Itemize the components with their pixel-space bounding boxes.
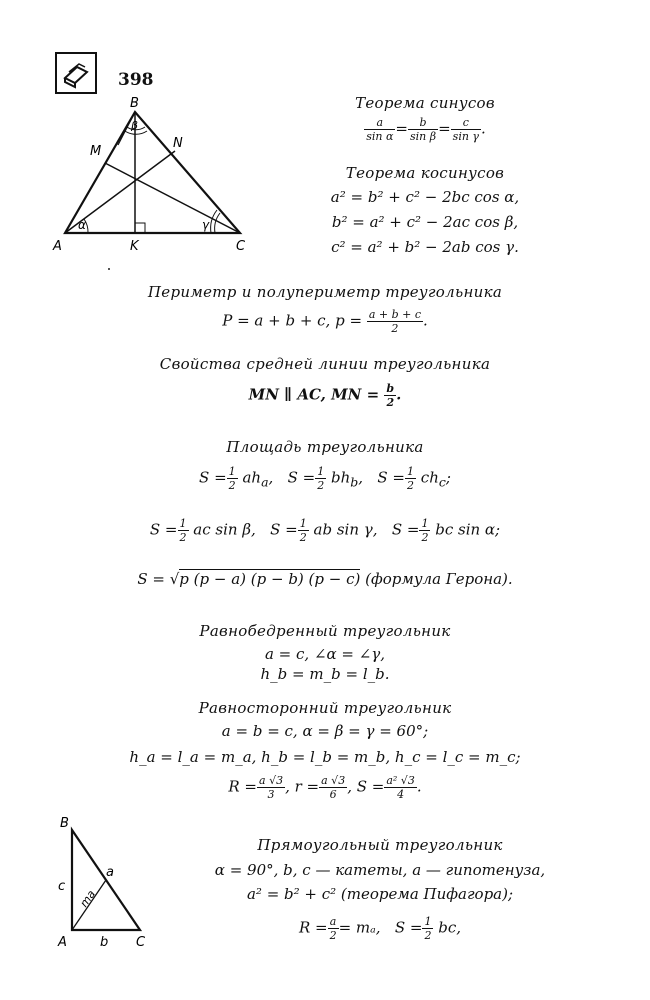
fig2-label-B: B [60, 816, 69, 831]
cosine-rule-line-1: a² = b² + c² − 2bc cos α, [330, 188, 520, 206]
right-heading: Прямоугольный треугольник [257, 836, 503, 854]
isosceles-line-2: h_b = m_b = l_b. [260, 665, 390, 683]
area-row-2: S = $\frac{1}{2}$ ac sin β, S = $\frac{1}{2}$ ab sin γ, S = $\frac{1}{2}$ bc sin α; [149, 517, 501, 544]
right-formula: R = $\frac{a}{2}$ = mₐ, S = $\frac{1}{2}$ bc, [298, 915, 462, 942]
fig2-label-C: C [136, 935, 146, 950]
label-beta: β [131, 119, 139, 132]
right-line-1: α = 90°, b, c — катеты, a — гипотенуза, [214, 861, 546, 879]
midline-heading: Свойства средней линии треугольника [159, 355, 491, 373]
triangle-figure [50, 95, 260, 265]
perimeter-heading: Периметр и полупериметр треугольника [147, 283, 503, 301]
area-heading: Площадь треугольника [226, 438, 424, 456]
label-alpha: α [78, 218, 86, 232]
problem-number: 398 [118, 70, 154, 90]
fig2-label-ma: ma [77, 887, 99, 910]
label-N: N [173, 136, 183, 151]
isosceles-heading: Равнобедренный треугольник [199, 622, 451, 640]
perimeter-formula: P = a + b + c, p = $\frac{a + b + c}{2}$ . [222, 308, 428, 335]
equilateral-heading: Равносторонний треугольник [198, 699, 452, 717]
notebook-icon [55, 52, 97, 94]
cosine-rule-line-2: b² = a² + c² − 2ac cos β, [331, 213, 519, 231]
label-C: C [236, 239, 246, 254]
area-row-1: S = $\frac{1}{2}$ $ah_a$, S = $\frac{1}{2}$ $bh_b$, S = $\frac{1}{2}$ $ch_c$; [199, 465, 451, 492]
sine-rule-heading: Теорема синусов [355, 94, 495, 112]
cosine-rule-line-3: c² = a² + b² − 2ab cos γ. [331, 238, 519, 256]
fig2-label-A: A [58, 935, 67, 950]
label-B: B [130, 96, 139, 111]
sine-rule-formula: $\frac{a}{\text{sin α}}$ = $\frac{b}{\text{sin β}}$ = $\frac{c}{\text{sin γ}}$ . [366, 116, 486, 143]
label-gamma: γ [202, 218, 210, 232]
equilateral-radii: R = $\frac{a √3}{3}$ , r = $\frac{a √3}{6}$ , S = $\frac{\text{a² √3}}{4}$ . [228, 774, 422, 801]
label-M: M [90, 144, 102, 159]
dot-marker [108, 268, 110, 270]
midline-formula: MN ∥ AC, MN = $\frac{b}{2}$ . [248, 382, 402, 409]
isosceles-line-1: a = c, ∠α = ∠γ, [264, 645, 386, 663]
fig2-label-b: b [100, 935, 109, 950]
heron-formula: S = √p (p − a) (p − b) (p − c) (формула Герона). [137, 570, 513, 588]
fig2-label-a: a [106, 865, 114, 880]
cosine-rule-heading: Теорема косинусов [345, 164, 505, 182]
label-K: K [130, 239, 139, 254]
right-line-2: a² = b² + c² (теорема Пифагора); [246, 885, 514, 903]
equilateral-line-1: a = b = c, α = β = γ = 60°; [221, 722, 429, 740]
equilateral-line-2: h_a = l_a = m_a, h_b = l_b = m_b, h_c = l_c = m_c; [129, 748, 521, 766]
fig2-label-c: c [58, 879, 66, 894]
label-A: A [53, 239, 62, 254]
right-triangle-figure [50, 810, 160, 955]
